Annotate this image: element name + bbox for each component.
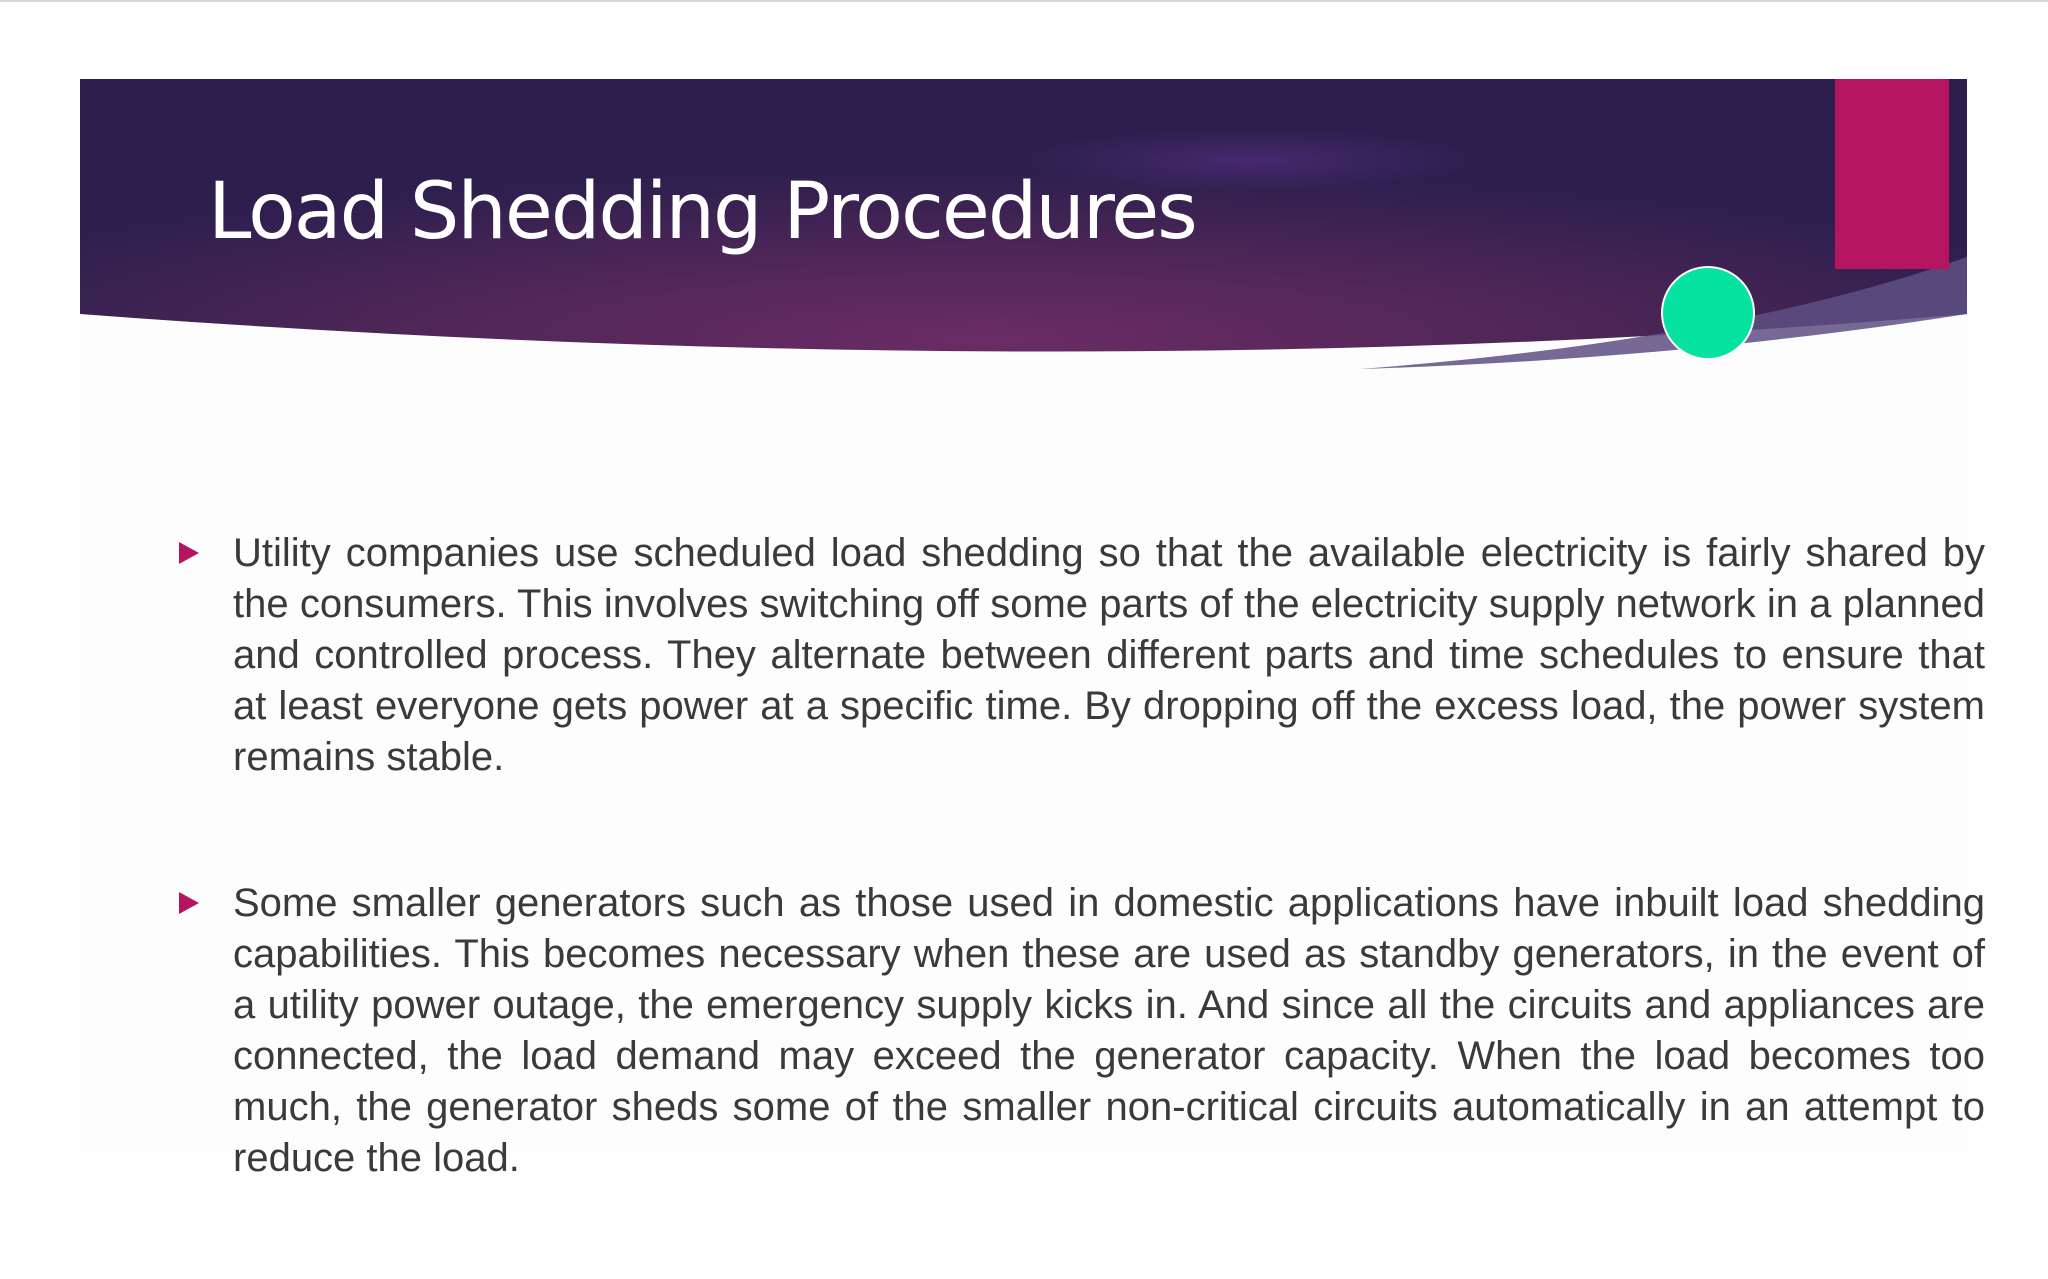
window-top-edge	[0, 0, 2048, 2]
presentation-slide	[80, 79, 1985, 1180]
bullet-list	[179, 528, 1985, 1279]
list-item	[179, 878, 1985, 1184]
bullet-text: Utility companies use scheduled load shedding so that the available electricity is fairly shared by the consumers. This involves switching off some parts of the electricity supply network in a planned and controlled process. They alternate between different parts and time schedules to ensure that at least everyone gets power at a specific time. By dropping off the excess load, the power system remains stable.	[233, 531, 1985, 779]
bullet-text: Some smaller generators such as those used in domestic applications have inbuilt load shedding capabilities. This becomes necessary when these are used as standby generators, in the event of a utility power outage, the emergency supply kicks in. And since all the circuits and appliances are connected, the load demand may exceed the generator capacity. When the load becomes too much, the generator sheds some of the smaller non-critical circuits automatically in an attempt to reduce the load.	[233, 881, 1985, 1180]
triangle-bullet-icon	[179, 542, 199, 564]
slide-title: Load Shedding Procedures	[208, 167, 1196, 257]
triangle-bullet-icon	[179, 892, 199, 914]
green-circle-accent	[1661, 266, 1755, 360]
list-item	[179, 528, 1985, 783]
magenta-accent-tab	[1835, 79, 1949, 269]
